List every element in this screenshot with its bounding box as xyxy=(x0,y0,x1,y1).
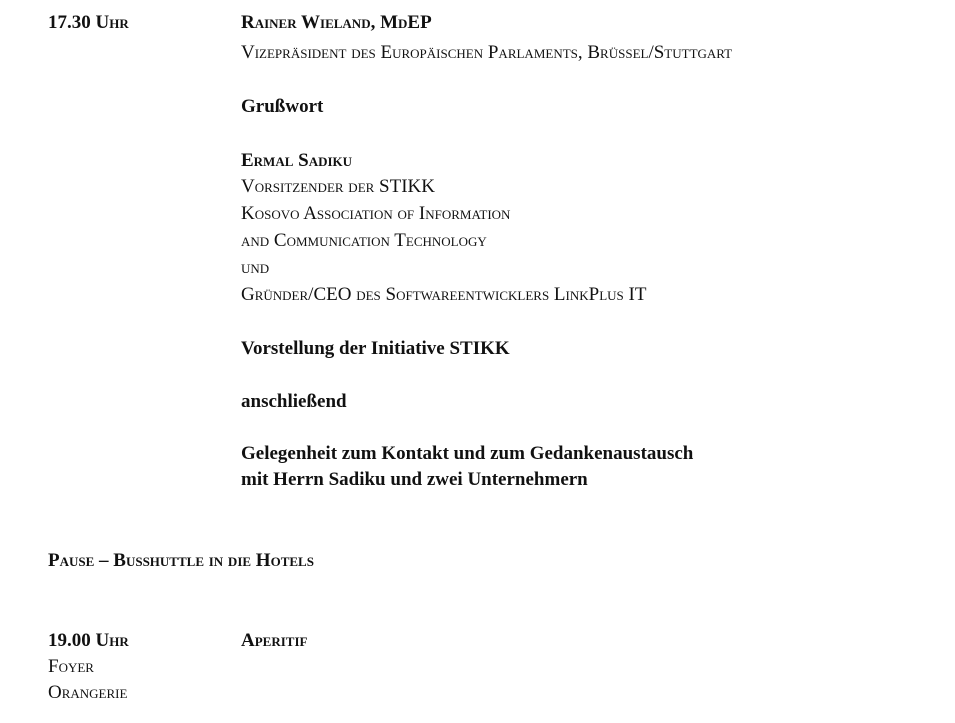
item-aperitif: Aperitif xyxy=(241,630,308,651)
item-gelegenheit-line: mit Herrn Sadiku und zwei Unternehmern xyxy=(241,469,588,490)
speaker-role-line: Kosovo Association of Information xyxy=(241,203,511,224)
speaker-role-line: and Communication Technology xyxy=(241,230,487,251)
item-gelegenheit-line: Gelegenheit zum Kontakt und zum Gedankenaustausch xyxy=(241,443,694,464)
location-line: Foyer xyxy=(48,656,94,677)
speaker-role-line: und xyxy=(241,257,270,278)
speaker-role-line: Gründer/CEO des Softwareentwicklers LinkPlus IT xyxy=(241,284,647,305)
speaker-name-sadiku: Ermal Sadiku xyxy=(241,150,353,171)
item-grusswort: Grußwort xyxy=(241,96,324,117)
speaker-name-wieland: Rainer Wieland, MdEP xyxy=(241,12,432,33)
speaker-role-wieland: Vizepräsident des Europäischen Parlaments, Brüssel/Stuttgart xyxy=(241,42,733,63)
time-1730: 17.30 Uhr xyxy=(48,12,129,33)
location-line: Orangerie xyxy=(48,682,128,703)
pause-heading: Pause – Busshuttle in die Hotels xyxy=(48,550,314,571)
time-1900: 19.00 Uhr xyxy=(48,630,129,651)
item-vorstellung: Vorstellung der Initiative STIKK xyxy=(241,338,510,359)
speaker-role-line: Vorsitzender der STIKK xyxy=(241,176,435,197)
item-anschliessend: anschließend xyxy=(241,391,347,412)
